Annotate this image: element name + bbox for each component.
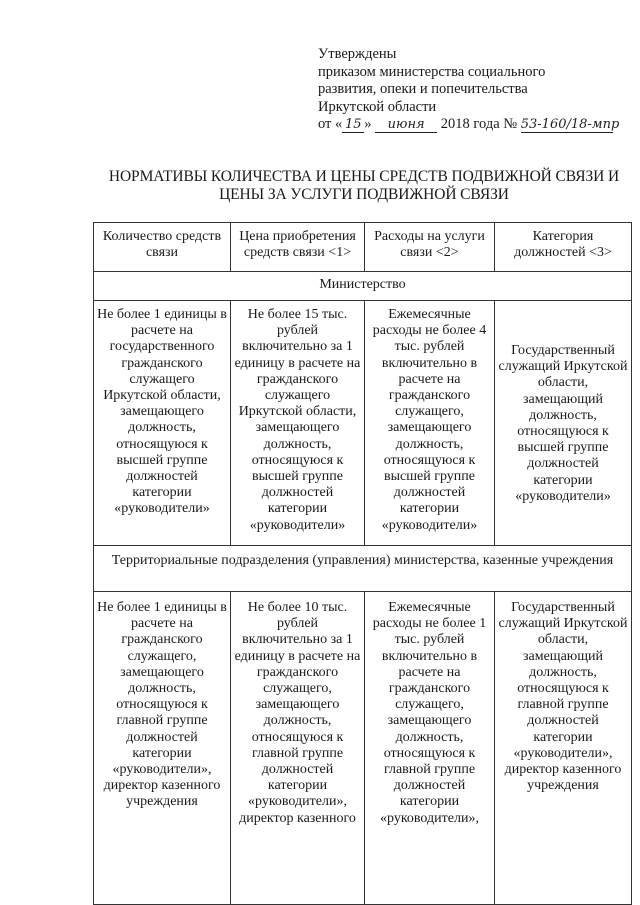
- cell-price: Не более 15 тыс. рублей включительно за 1 единицу в расчете на гражданского служащего Иркутской области, замещающего должность, относящуюся к высшей группе должностей категории «руководители»: [231, 301, 365, 546]
- norms-table: [93, 222, 632, 905]
- date-year: 2018 года №: [440, 116, 518, 133]
- cell-category: Государственный служащий Иркутской области, замещающий должность, относящуюся к высшей группе должностей категории «руководители»: [495, 301, 632, 546]
- approval-date-line: [318, 116, 628, 134]
- order-number: 53-160/18-мпр: [520, 117, 620, 133]
- section-row-ministry: [94, 272, 632, 301]
- header-quantity: Количество средств связи: [94, 223, 231, 272]
- document-title: НОРМАТИВЫ КОЛИЧЕСТВА И ЦЕНЫ СРЕДСТВ ПОДВИЖНОЙ СВЯЗИ И ЦЕНЫ ЗА УСЛУГИ ПОДВИЖНОЙ СВЯЗИ: [108, 168, 620, 203]
- cell-category: Государственный служащий Иркутской области, замещающий должность, относящуюся к главной группе должностей категории «руководители», директор казенного учреждения: [495, 592, 632, 905]
- date-day: 15: [342, 117, 364, 133]
- cell-expenses: Ежемесячные расходы не более 1 тыс. рублей включительно в расчете на гражданского служащего, замещающего должность, относящуюся к главной группе должностей категории «руководители»,: [365, 592, 495, 905]
- section-title: Территориальные подразделения (управления) министерства, казенные учреждения: [94, 546, 632, 592]
- approval-line-ministry: развития, опеки и попечительства: [318, 81, 528, 98]
- header-price: Цена приобретения средств связи <1>: [231, 223, 365, 272]
- table-header-row: [94, 223, 632, 272]
- approval-line-order: приказом министерства социального: [318, 63, 546, 80]
- approval-block: [318, 46, 628, 134]
- cell-expenses: Ежемесячные расходы не более 4 тыс. рублей включительно в расчете на гражданского служащего, замещающего должность, относящуюся к высшей группе должностей категории «руководители»: [365, 301, 495, 546]
- cell-quantity: Не более 1 единицы в расчете на гражданского служащего, замещающего должность, относящуюся к главной группе должностей категории «руководители», директор казенного учреждения: [94, 592, 231, 905]
- date-month: июня: [375, 117, 437, 133]
- section-title: Министерство: [94, 272, 632, 301]
- cell-quantity: Не более 1 единицы в расчете на государственного гражданского служащего Иркутской области, замещающего должность, относящуюся к высшей группе должностей категории «руководители»: [94, 301, 231, 546]
- header-expenses: Расходы на услуги связи <2>: [365, 223, 495, 272]
- cell-price: Не более 10 тыс. рублей включительно за 1 единицу в расчете на гражданского служащего, замещающего должность, относящуюся к главной группе должностей категории «руководители», директор казенного: [231, 592, 365, 905]
- approval-line-region: Иркутской области: [318, 98, 437, 115]
- approval-line-approved: Утверждены: [318, 46, 397, 62]
- header-category: Категория должностей <3>: [495, 223, 632, 272]
- table-row: [94, 301, 632, 546]
- table-row: [94, 592, 632, 905]
- section-row-territorial: [94, 546, 632, 592]
- date-prefix: от «: [318, 116, 343, 133]
- date-mid: »: [364, 116, 372, 133]
